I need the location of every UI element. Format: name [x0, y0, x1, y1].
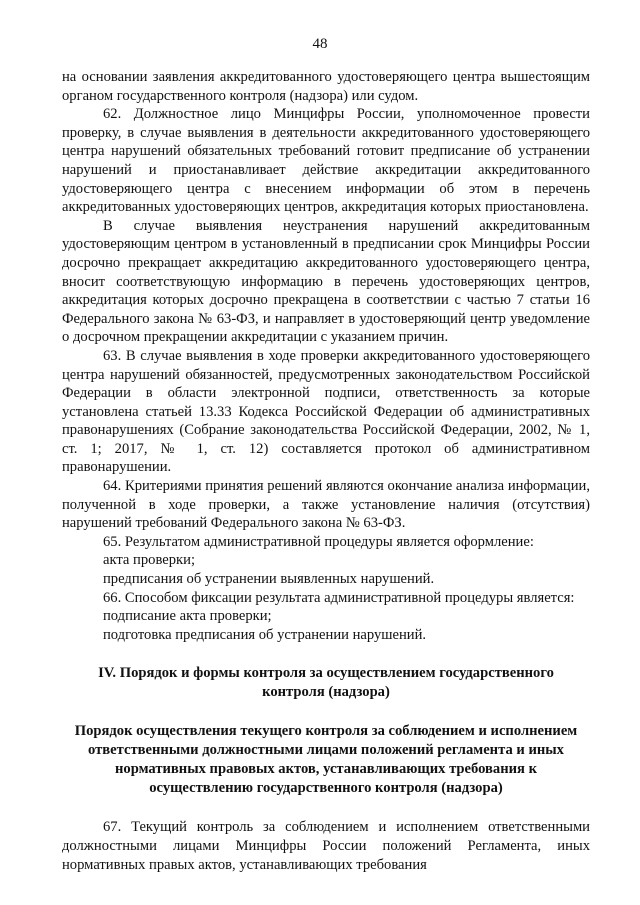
- paragraph-65: 65. Результатом административной процедуры является оформление:: [103, 533, 534, 550]
- paragraph-63: 63. В случае выявления в ходе проверки аккредитованного удостоверяющего центра нарушений обязанностей, предусмотренных законодательством Российской Федерации в области электронной подписи, ответственность за которые установлена статьей 13.33 Кодекса Российской Федерации об административных правонарушениях (Собрание законодательства Российской Федерации, 2002, № 1, ст. 1; 2017, № 1, ст. 12) составляется протокол об административном правонарушении.: [62, 347, 590, 476]
- document-body: [62, 68, 590, 874]
- paragraph-62-continued: В случае выявления неустранения нарушений аккредитованным удостоверяющим центром в установленный в предписании срок Минцифры России досрочно прекращает аккредитацию аккредитованного удостоверяющего центра, вносит соответствующую информацию в перечень удостоверяющих центров, аккредитация которых досрочно прекращена в соответствии с частью 7 статьи 16 Федерального закона № 63-ФЗ, и направляет в удостоверяющий центр уведомление о досрочном прекращении аккредитации с указанием причин.: [62, 217, 590, 346]
- paragraph-62: 62. Должностное лицо Минцифры России, уполномоченное провести проверку, в случае выявления в деятельности аккредитованного удостоверяющего центра нарушений обязательных требований готовит предписание об устранении нарушений и приостанавливает действие аккредитации аккредитованного удостоверяющего центра с внесением информации об этом в перечень аккредитованных удостоверяющих центров, аккредитация которых приостановлена.: [62, 106, 590, 216]
- paragraph-67: 67. Текущий контроль за соблюдением и исполнением ответственными должностными лицами Минцифры России положений Регламента, иных нормативных правых актов, устанавливающих требования: [62, 819, 590, 873]
- list-item: подготовка предписания об устранении нарушений.: [103, 626, 427, 643]
- paragraph-continuation: на основании заявления аккредитованного удостоверяющего центра вышестоящим органом государственного контроля (надзора) или судом.: [62, 69, 590, 104]
- list-item: подписание акта проверки;: [103, 608, 272, 625]
- list-item: акта проверки;: [103, 552, 195, 569]
- section-heading: IV. Порядок и формы контроля за осуществлением государственного контроля (надзора): [98, 665, 554, 701]
- paragraph-64: 64. Критериями принятия решений являются окончание анализа информации, полученной в ходе проверки, а также установление наличия (отсутствия) нарушений требований Федерального закона № 63-ФЗ.: [62, 478, 590, 532]
- list-item: предписания об устранении выявленных нарушений.: [103, 571, 435, 588]
- page-number: 48: [312, 36, 328, 52]
- paragraph-66: 66. Способом фиксации результата административной процедуры является:: [103, 589, 575, 606]
- subsection-heading: Порядок осуществления текущего контроля за соблюдением и исполнением ответственными должностными лицами положений регламента и иных нормативных правовых актов, устанавливающих требования к осуществлению государственного контроля (надзора): [74, 723, 578, 797]
